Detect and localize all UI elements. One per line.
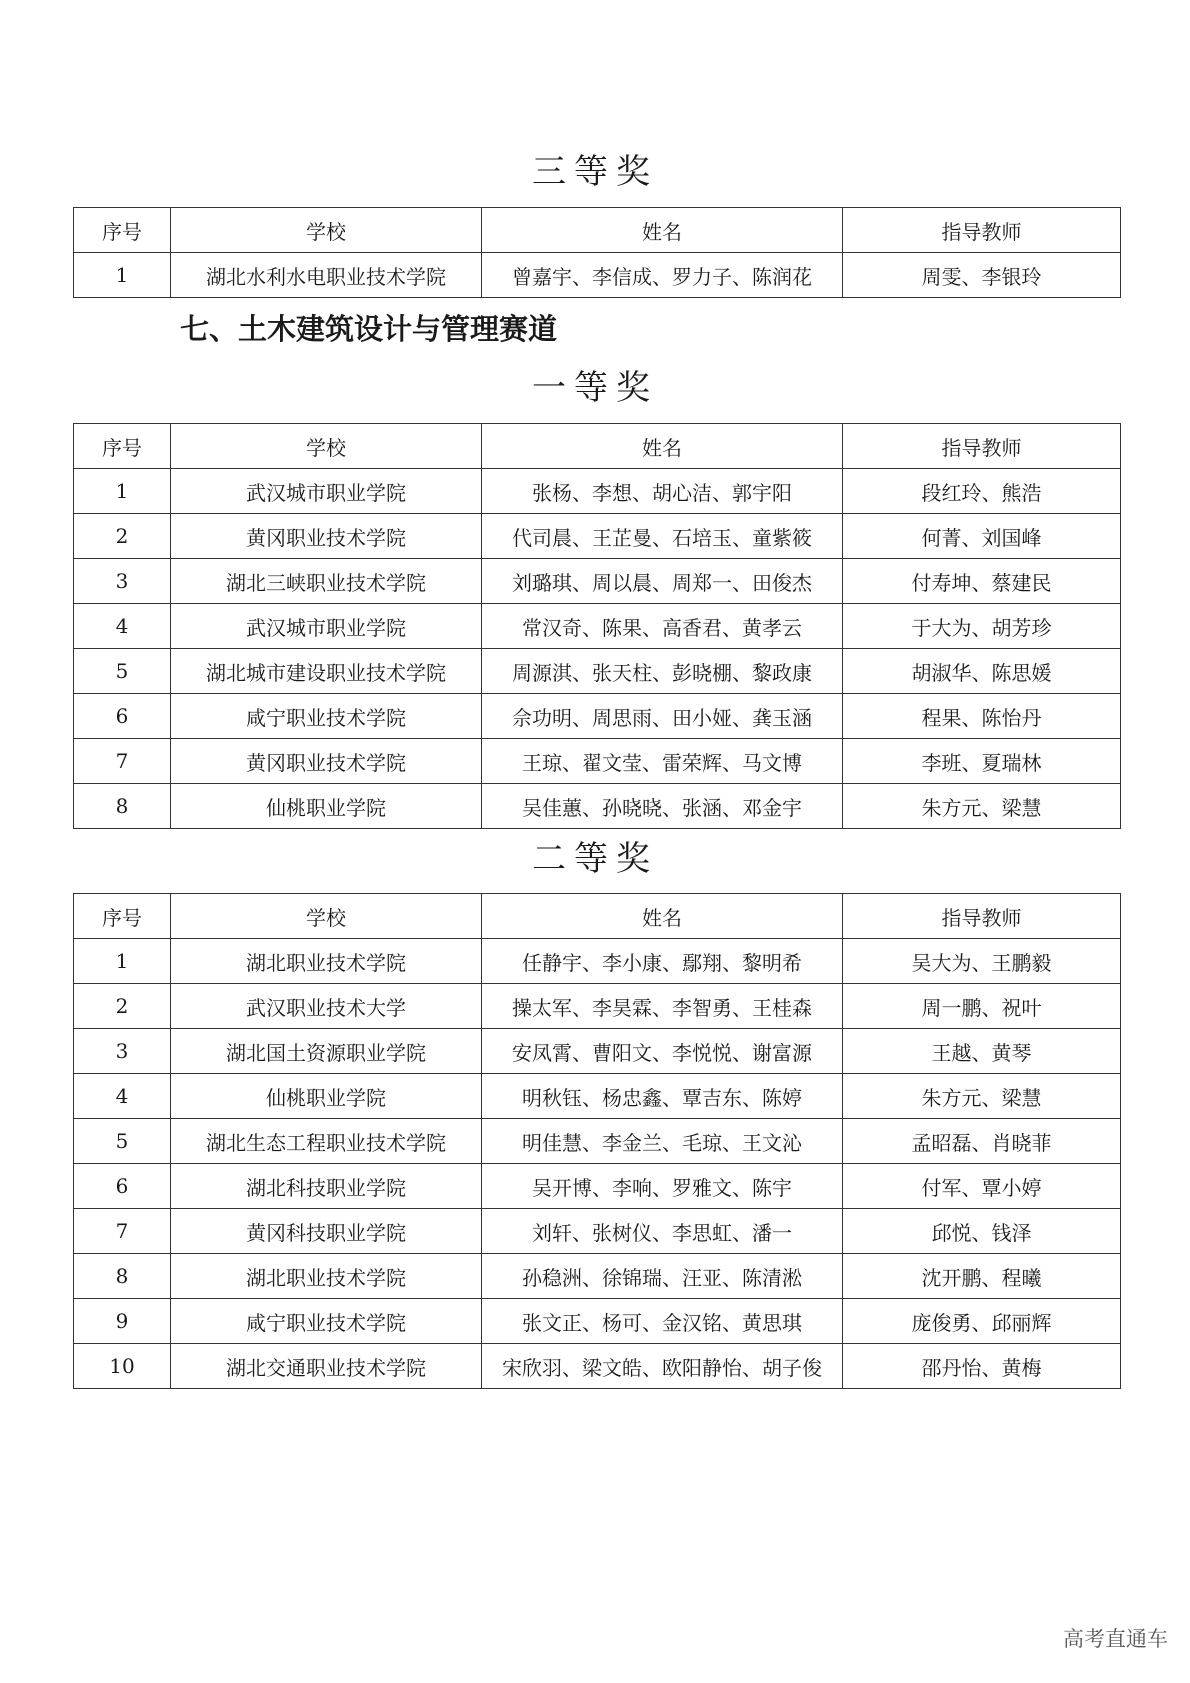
cell-advisors: 李班、夏瑞林 [843,739,1121,784]
table-row [74,1299,1121,1344]
table-row [74,469,1121,514]
third-prize-table [73,207,1121,298]
header-advisors: 指导教师 [843,424,1121,469]
cell-names: 安凤霄、曹阳文、李悦悦、谢富源 [482,1029,843,1074]
cell-advisors: 孟昭磊、肖晓菲 [843,1119,1121,1164]
cell-index: 1 [74,253,171,298]
cell-index: 2 [74,984,171,1029]
cell-school: 仙桃职业学院 [171,1074,482,1119]
cell-names: 明秋钰、杨忠鑫、覃吉东、陈婷 [482,1074,843,1119]
table-row [74,1164,1121,1209]
first-prize-table [73,423,1121,829]
second-prize-table [73,893,1121,1389]
table-header-row [74,208,1121,253]
cell-names: 常汉奇、陈果、高香君、黄孝云 [482,604,843,649]
cell-advisors: 沈开鹏、程曦 [843,1254,1121,1299]
cell-index: 5 [74,1119,171,1164]
cell-school: 湖北国土资源职业学院 [171,1029,482,1074]
cell-names: 王琼、翟文莹、雷荣辉、马文博 [482,739,843,784]
cell-advisors: 周一鹏、祝叶 [843,984,1121,1029]
cell-names: 周源淇、张天柱、彭晓棚、黎政康 [482,649,843,694]
cell-names: 宋欣羽、梁文皓、欧阳静怡、胡子俊 [482,1344,843,1389]
cell-school: 湖北职业技术学院 [171,1254,482,1299]
section-heading: 七、土木建筑设计与管理赛道 [180,312,558,346]
cell-index: 6 [74,694,171,739]
table-row [74,939,1121,984]
cell-index: 8 [74,1254,171,1299]
cell-names: 吴开博、李响、罗雅文、陈宇 [482,1164,843,1209]
cell-advisors: 周雯、李银玲 [843,253,1121,298]
cell-school: 湖北生态工程职业技术学院 [171,1119,482,1164]
cell-school: 湖北水利水电职业技术学院 [171,253,482,298]
cell-index: 8 [74,784,171,829]
cell-index: 6 [74,1164,171,1209]
cell-names: 吴佳蕙、孙晓晓、张涵、邓金宇 [482,784,843,829]
cell-school: 咸宁职业技术学院 [171,1299,482,1344]
cell-advisors: 吴大为、王鹏毅 [843,939,1121,984]
cell-names: 刘璐琪、周以晨、周郑一、田俊杰 [482,559,843,604]
cell-names: 任静宇、李小康、鄢翔、黎明希 [482,939,843,984]
header-index: 序号 [74,208,171,253]
cell-advisors: 朱方元、梁慧 [843,1074,1121,1119]
cell-advisors: 邵丹怡、黄梅 [843,1344,1121,1389]
table-row [74,604,1121,649]
cell-index: 1 [74,469,171,514]
header-school: 学校 [171,424,482,469]
table-row [74,1254,1121,1299]
cell-school: 黄冈职业技术学院 [171,514,482,559]
table-row [74,1344,1121,1389]
cell-index: 3 [74,1029,171,1074]
cell-index: 4 [74,1074,171,1119]
watermark-text: 高考直通车 [1063,1627,1168,1651]
cell-advisors: 付军、覃小婷 [843,1164,1121,1209]
cell-advisors: 于大为、胡芳珍 [843,604,1121,649]
cell-advisors: 何菁、刘国峰 [843,514,1121,559]
header-school: 学校 [171,208,482,253]
cell-school: 黄冈科技职业学院 [171,1209,482,1254]
cell-names: 张杨、李想、胡心洁、郭宇阳 [482,469,843,514]
header-index: 序号 [74,424,171,469]
third-prize-title: 三等奖 [532,152,658,192]
cell-school: 武汉城市职业学院 [171,469,482,514]
header-advisors: 指导教师 [843,208,1121,253]
table-row [74,1209,1121,1254]
table-row [74,253,1121,298]
table-header-row [74,894,1121,939]
table-row [74,649,1121,694]
cell-names: 操太军、李昊霖、李智勇、王桂森 [482,984,843,1029]
cell-names: 张文正、杨可、金汉铭、黄思琪 [482,1299,843,1344]
cell-index: 7 [74,1209,171,1254]
cell-school: 咸宁职业技术学院 [171,694,482,739]
cell-advisors: 段红玲、熊浩 [843,469,1121,514]
cell-school: 武汉职业技术大学 [171,984,482,1029]
cell-school: 湖北交通职业技术学院 [171,1344,482,1389]
table-row [74,739,1121,784]
cell-index: 1 [74,939,171,984]
cell-names: 刘轩、张树仪、李思虹、潘一 [482,1209,843,1254]
table-row [74,984,1121,1029]
cell-names: 曾嘉宇、李信成、罗力子、陈润花 [482,253,843,298]
cell-names: 佘功明、周思雨、田小娅、龚玉涵 [482,694,843,739]
table-row [74,559,1121,604]
cell-school: 湖北三峡职业技术学院 [171,559,482,604]
cell-school: 湖北科技职业学院 [171,1164,482,1209]
table-row [74,694,1121,739]
cell-index: 10 [74,1344,171,1389]
header-advisors: 指导教师 [843,894,1121,939]
table-row [74,1029,1121,1074]
cell-advisors: 朱方元、梁慧 [843,784,1121,829]
cell-school: 黄冈职业技术学院 [171,739,482,784]
cell-names: 孙稳洲、徐锦瑞、汪亚、陈清淞 [482,1254,843,1299]
cell-index: 2 [74,514,171,559]
cell-school: 武汉城市职业学院 [171,604,482,649]
cell-advisors: 王越、黄琴 [843,1029,1121,1074]
cell-advisors: 庞俊勇、邱丽辉 [843,1299,1121,1344]
cell-school: 仙桃职业学院 [171,784,482,829]
cell-names: 明佳慧、李金兰、毛琼、王文沁 [482,1119,843,1164]
table-row [74,1074,1121,1119]
second-prize-title: 二等奖 [532,839,658,879]
cell-index: 7 [74,739,171,784]
table-header-row [74,424,1121,469]
cell-index: 3 [74,559,171,604]
cell-advisors: 程果、陈怡丹 [843,694,1121,739]
cell-school: 湖北职业技术学院 [171,939,482,984]
header-school: 学校 [171,894,482,939]
cell-school: 湖北城市建设职业技术学院 [171,649,482,694]
header-names: 姓名 [482,894,843,939]
header-names: 姓名 [482,208,843,253]
cell-index: 5 [74,649,171,694]
table-row [74,784,1121,829]
cell-index: 9 [74,1299,171,1344]
header-names: 姓名 [482,424,843,469]
cell-advisors: 胡淑华、陈思媛 [843,649,1121,694]
cell-names: 代司晨、王芷曼、石培玉、童紫筱 [482,514,843,559]
first-prize-title: 一等奖 [532,368,658,408]
table-row [74,1119,1121,1164]
cell-advisors: 付寿坤、蔡建民 [843,559,1121,604]
cell-advisors: 邱悦、钱泽 [843,1209,1121,1254]
table-row [74,514,1121,559]
cell-index: 4 [74,604,171,649]
header-index: 序号 [74,894,171,939]
